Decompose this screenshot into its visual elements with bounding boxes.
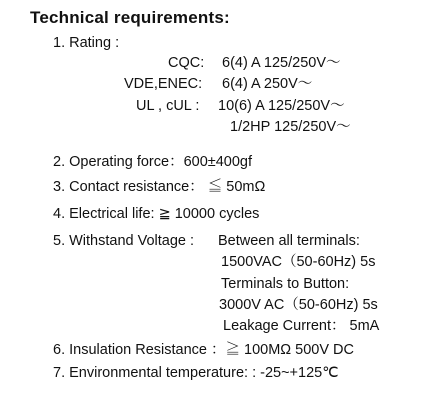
- rating-label-ul-cul: UL , cUL :: [136, 98, 200, 114]
- rating-value-hp: 1/2HP 125/250V〜: [230, 119, 351, 135]
- contact-resistance: 3. Contact resistance： ≦ 50mΩ: [53, 179, 266, 195]
- rating-value-cqc: 6(4) A 125/250V〜: [222, 55, 341, 71]
- rating-value-ul-cul: 10(6) A 125/250V〜: [218, 98, 345, 114]
- operating-force: 2. Operating force：600±400gf: [53, 154, 252, 170]
- withstand-line-2: 1500VAC（50-60Hz) 5s: [221, 254, 376, 270]
- rating-label-cqc: CQC:: [168, 55, 205, 71]
- electrical-life: 4. Electrical life: ≧ 10000 cycles: [53, 206, 260, 222]
- rating-label-vde-enec: VDE,ENEC:: [124, 76, 203, 92]
- withstand-line-4: 3000V AC（50-60Hz) 5s: [219, 297, 378, 313]
- page-title: Technical requirements:: [30, 8, 230, 27]
- rating-value-vde-enec: 6(4) A 250V〜: [222, 76, 313, 92]
- withstand-voltage-label: 5. Withstand Voltage :: [53, 233, 195, 249]
- rating-heading: 1. Rating :: [53, 35, 120, 51]
- environmental-temperature: 7. Environmental temperature: : -25~+125℃: [53, 365, 339, 381]
- withstand-line-1: Between all terminals:: [218, 233, 360, 249]
- withstand-line-5: Leakage Current： 5mA: [223, 318, 380, 334]
- insulation-resistance: 6. Insulation Resistance ：≧ 100MΩ 500V DC: [53, 342, 354, 358]
- withstand-line-3: Terminals to Button:: [221, 276, 350, 292]
